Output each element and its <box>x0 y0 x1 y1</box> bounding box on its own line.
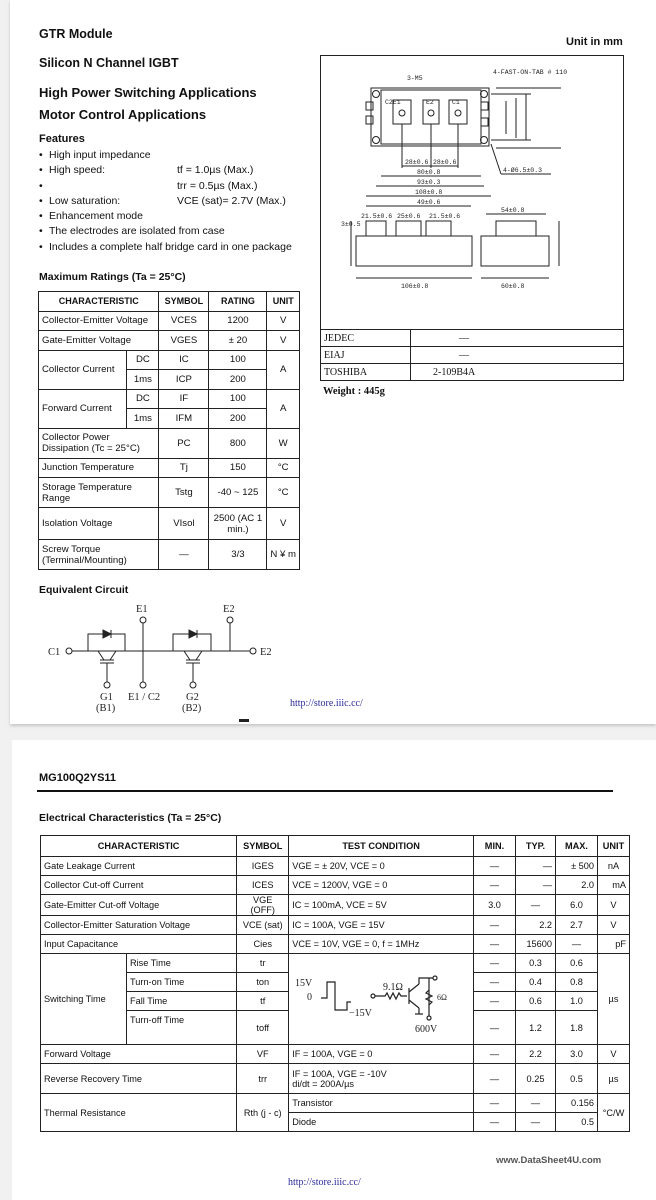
cell-typ: 0.6 <box>516 992 556 1011</box>
cell-unit: °C <box>267 478 300 508</box>
col-header: RATING <box>209 292 267 312</box>
cell-symbol: ton <box>237 973 289 992</box>
cell-rating: 2500 (AC 1 min.) <box>209 508 267 540</box>
package-outline-drawing <box>321 56 623 328</box>
condition-line: IF = 100A, VGE = -10V <box>292 1068 387 1079</box>
cell-condition: VGE = ± 20V, VCE = 0 <box>289 857 474 876</box>
standard-name: TOSHIBA <box>321 364 411 381</box>
table-row <box>39 350 300 370</box>
cell-max: 6.0 <box>556 895 598 916</box>
cell-symbol: IGES <box>237 857 289 876</box>
cell-condition: IF = 100A, VGE = 0 <box>289 1045 474 1064</box>
standard-name: JEDEC <box>321 330 411 347</box>
cell-characteristic: Gate Leakage Current <box>41 857 237 876</box>
cell-symbol: tr <box>237 954 289 973</box>
node-label-c1: C1 <box>48 647 61 658</box>
feature-item: • The electrodes are isolated from case <box>39 224 319 239</box>
equivalent-circuit-diagram <box>40 600 290 715</box>
dimension-labels <box>341 69 567 290</box>
label-dim: 3±0.5 <box>341 221 361 228</box>
part-number: MG100Q2YS11 <box>39 772 117 784</box>
cell-sub: 1ms <box>127 370 159 390</box>
cell-unit: °C/W <box>598 1094 630 1132</box>
cell-max: 0.156 <box>556 1094 598 1113</box>
cell-typ: 1.2 <box>516 1011 556 1045</box>
cell-condition: Diode <box>289 1113 474 1132</box>
cell-unit: A <box>267 350 300 389</box>
cell-min: — <box>474 1094 516 1113</box>
device-subtitle: Silicon N Channel IGBT <box>39 56 179 70</box>
standard-value: 2-109B4A <box>411 364 624 381</box>
application-2: Motor Control Applications <box>39 107 207 122</box>
standard-value: — <box>411 330 624 347</box>
cell-unit: N ¥ m <box>267 540 300 570</box>
cell-unit: V <box>598 895 630 916</box>
cell-sub: DC <box>127 389 159 409</box>
label-dim: 49±0.6 <box>417 199 441 206</box>
cell-max: 1.0 <box>556 992 598 1011</box>
cell-characteristic: Reverse Recovery Time <box>41 1064 237 1094</box>
table-row <box>39 311 300 331</box>
cell-condition: IC = 100mA, VCE = 5V <box>289 895 474 916</box>
cell-rating: 100 <box>209 350 267 370</box>
label-fast-on-tab: 4-FAST-ON-TAB # 110 <box>493 69 568 76</box>
pulse-low-label: −15V <box>349 1008 373 1019</box>
cell-symbol: VCES <box>159 311 209 331</box>
cell-max: 2.0 <box>556 876 598 895</box>
col-header: TEST CONDITION <box>289 836 474 857</box>
table-row <box>41 1094 630 1113</box>
cell-characteristic: Forward Current <box>39 389 127 428</box>
equiv-circuit-heading: Equivalent Circuit <box>39 584 129 596</box>
cell-symbol: VGE (OFF) <box>237 895 289 916</box>
cell-subcharacteristic: Rise Time <box>127 954 237 973</box>
store-link[interactable]: http://store.iiic.cc/ <box>290 698 363 709</box>
switching-test-circuit-cell <box>289 954 474 1045</box>
cell-rating: 200 <box>209 409 267 429</box>
cell-min: — <box>474 935 516 954</box>
cell-symbol: Cies <box>237 935 289 954</box>
label-dim: 28±0.6 <box>433 159 457 166</box>
label-m5: 3-M5 <box>407 75 423 82</box>
table-row <box>41 916 630 935</box>
header-rule <box>37 790 613 792</box>
cell-min: 3.0 <box>474 895 516 916</box>
cell-typ: 15600 <box>516 935 556 954</box>
module-type-title: GTR Module <box>39 27 113 41</box>
switching-test-circuit <box>289 960 469 1038</box>
features-list <box>39 148 319 255</box>
cell-min: — <box>474 1011 516 1045</box>
cell-symbol: VF <box>237 1045 289 1064</box>
cell-max: 0.5 <box>556 1113 598 1132</box>
cell-unit: nA <box>598 857 630 876</box>
col-header: TYP. <box>516 836 556 857</box>
cell-rating: 1200 <box>209 311 267 331</box>
cell-subcharacteristic: Turn-on Time <box>127 973 237 992</box>
cell-max: — <box>556 935 598 954</box>
node-label-b2: (B2) <box>182 703 202 714</box>
label-dim: 25±0.6 <box>397 213 421 220</box>
table-row <box>39 478 300 508</box>
cell-characteristic: Collector Current <box>39 350 127 389</box>
node-label-e1c2: E1 / C2 <box>128 692 161 703</box>
cell-condition: IC = 100A, VGE = 15V <box>289 916 474 935</box>
label-terminal-c1: C1 <box>452 99 460 106</box>
col-header: SYMBOL <box>159 292 209 312</box>
table-row <box>41 857 630 876</box>
features-heading: Features <box>39 133 85 145</box>
cell-characteristic: Gate-Emitter Cut-off Voltage <box>41 895 237 916</box>
table-row <box>39 331 300 351</box>
cell-characteristic: Collector-Emitter Voltage <box>39 311 159 331</box>
cell-condition: Transistor <box>289 1094 474 1113</box>
cell-min: — <box>474 916 516 935</box>
cell-rating: 3/3 <box>209 540 267 570</box>
label-terminal-c2e1: C2E1 <box>385 99 401 106</box>
label-dim: 28±0.6 <box>405 159 429 166</box>
max-ratings-table <box>38 291 300 570</box>
cell-characteristic: Thermal Resistance <box>41 1094 237 1132</box>
cell-characteristic: Collector-Emitter Saturation Voltage <box>41 916 237 935</box>
cell-min: — <box>474 954 516 973</box>
col-header: UNIT <box>267 292 300 312</box>
cell-unit: V <box>267 508 300 540</box>
cell-sub: 1ms <box>127 409 159 429</box>
cell-symbol: Tstg <box>159 478 209 508</box>
table-row <box>321 364 624 381</box>
cell-characteristic: Switching Time <box>41 954 127 1045</box>
feature-item: • High input impedance <box>39 148 319 163</box>
table-row <box>41 935 630 954</box>
node-label-g1: G1 <box>100 692 113 703</box>
cell-unit: V <box>598 1045 630 1064</box>
store-link[interactable]: http://store.iiic.cc/ <box>288 1177 361 1188</box>
feature-item: • Enhancement mode <box>39 209 319 224</box>
table-row <box>41 954 630 973</box>
cell-unit: pF <box>598 935 630 954</box>
cell-unit: °C <box>267 458 300 478</box>
col-header: SYMBOL <box>237 836 289 857</box>
cell-max: 0.6 <box>556 954 598 973</box>
cell-unit: W <box>267 428 300 458</box>
table-row <box>41 876 630 895</box>
unit-note: Unit in mm <box>566 36 623 48</box>
cell-min: — <box>474 857 516 876</box>
cell-typ: 2.2 <box>516 916 556 935</box>
cell-symbol: trr <box>237 1064 289 1094</box>
cell-unit: A <box>267 389 300 428</box>
cell-rating: ± 20 <box>209 331 267 351</box>
col-header: UNIT <box>598 836 630 857</box>
table-row <box>41 1064 630 1094</box>
gate-resistor-label: 9.1Ω <box>383 982 404 993</box>
cell-typ: — <box>516 876 556 895</box>
table-header-row <box>39 292 300 312</box>
feature-item: • High speed: tf = 1.0µs (Max.) <box>39 163 319 178</box>
application-1: High Power Switching Applications <box>39 85 257 100</box>
label-dim: 21.5±0.6 <box>429 213 461 220</box>
cell-unit: V <box>267 331 300 351</box>
cell-symbol: Tj <box>159 458 209 478</box>
table-row <box>321 347 624 364</box>
table-row <box>39 540 300 570</box>
cell-subcharacteristic: Turn-off Time <box>127 1011 237 1045</box>
label-hole: 4-Ø6.5±0.3 <box>503 167 543 174</box>
pulse-zero-label: 0 <box>307 992 313 1003</box>
cell-characteristic: Isolation Voltage <box>39 508 159 540</box>
cell-characteristic: Collector Cut-off Current <box>41 876 237 895</box>
label-dim: 54±0.8 <box>501 207 525 214</box>
cell-min: — <box>474 1064 516 1094</box>
cell-min: — <box>474 1045 516 1064</box>
cell-typ: — <box>516 857 556 876</box>
cell-condition <box>289 1064 474 1094</box>
node-label-e2-right: E2 <box>260 647 272 658</box>
cell-characteristic: Input Capacitance <box>41 935 237 954</box>
cell-condition: VCE = 10V, VGE = 0, f = 1MHz <box>289 935 474 954</box>
table-row <box>41 1045 630 1064</box>
cell-rating: 100 <box>209 389 267 409</box>
cell-typ: — <box>516 1094 556 1113</box>
cell-symbol: PC <box>159 428 209 458</box>
label-terminal-e2: E2 <box>426 99 434 106</box>
cell-unit: mA <box>598 876 630 895</box>
cell-characteristic: Gate-Emitter Voltage <box>39 331 159 351</box>
cell-unit: V <box>598 916 630 935</box>
cell-characteristic: Collector Power Dissipation (Tc = 25°C) <box>39 428 159 458</box>
package-weight: Weight : 445g <box>323 386 385 397</box>
feature-item: • Includes a complete half bridge card in one package <box>39 240 319 255</box>
cell-rating: 800 <box>209 428 267 458</box>
cell-typ: 0.3 <box>516 954 556 973</box>
cell-symbol: VCE (sat) <box>237 916 289 935</box>
cell-min: — <box>474 973 516 992</box>
table-row <box>39 458 300 478</box>
page-footer-mark <box>239 719 249 722</box>
package-standards-table <box>320 329 624 381</box>
node-label-b1: (B1) <box>96 703 116 714</box>
cell-characteristic: Junction Temperature <box>39 458 159 478</box>
label-dim: 108±0.8 <box>415 189 443 196</box>
elec-char-heading: Electrical Characteristics (Ta = 25°C) <box>39 812 222 824</box>
cell-unit: µs <box>598 1064 630 1094</box>
node-label-e1: E1 <box>136 604 148 615</box>
cell-symbol: tf <box>237 992 289 1011</box>
cell-subcharacteristic: Fall Time <box>127 992 237 1011</box>
datasheet-page-2 <box>12 740 656 1200</box>
cell-sub: DC <box>127 350 159 370</box>
cell-characteristic: Storage Temperature Range <box>39 478 159 508</box>
cell-symbol: IFM <box>159 409 209 429</box>
watermark: www.DataSheet4U.com <box>496 1155 602 1166</box>
cell-symbol: ICES <box>237 876 289 895</box>
col-header: CHARACTERISTIC <box>39 292 159 312</box>
label-dim: 80±0.8 <box>417 169 441 176</box>
cell-max: 1.8 <box>556 1011 598 1045</box>
cell-characteristic: Screw Torque (Terminal/Mounting) <box>39 540 159 570</box>
max-ratings-heading: Maximum Ratings (Ta = 25°C) <box>39 271 186 283</box>
col-header: MIN. <box>474 836 516 857</box>
cell-unit: V <box>267 311 300 331</box>
electrical-characteristics-table <box>40 835 630 1132</box>
cell-rating: -40 ~ 125 <box>209 478 267 508</box>
cell-min: — <box>474 992 516 1011</box>
cell-rating: 200 <box>209 370 267 390</box>
cell-typ: 2.2 <box>516 1045 556 1064</box>
cell-symbol: IC <box>159 350 209 370</box>
cell-symbol: VGES <box>159 331 209 351</box>
standard-value: — <box>411 347 624 364</box>
label-dim: 60±0.8 <box>501 283 525 290</box>
pulse-high-label: 15V <box>295 978 313 989</box>
table-header-row <box>41 836 630 857</box>
node-label-e2-top: E2 <box>223 604 235 615</box>
cell-symbol: — <box>159 540 209 570</box>
table-row <box>321 330 624 347</box>
cell-typ: — <box>516 895 556 916</box>
cell-typ: — <box>516 1113 556 1132</box>
table-row <box>39 428 300 458</box>
table-row <box>39 389 300 409</box>
cell-symbol: Rth (j - c) <box>237 1094 289 1132</box>
cell-min: — <box>474 876 516 895</box>
col-header: MAX. <box>556 836 598 857</box>
feature-item: • Low saturation: VCE (sat)= 2.7V (Max.) <box>39 194 319 209</box>
cell-typ: 0.4 <box>516 973 556 992</box>
table-row <box>41 895 630 916</box>
cell-max: 2.7 <box>556 916 598 935</box>
cell-rating: 150 <box>209 458 267 478</box>
cell-symbol: ICP <box>159 370 209 390</box>
node-label-g2: G2 <box>186 692 199 703</box>
cell-symbol: VIsol <box>159 508 209 540</box>
cell-min: — <box>474 1113 516 1132</box>
cell-characteristic: Forward Voltage <box>41 1045 237 1064</box>
feature-item-cont: • trr = 0.5µs (Max.) <box>39 179 319 194</box>
cell-condition: VCE = 1200V, VGE = 0 <box>289 876 474 895</box>
label-dim: 106±0.8 <box>401 283 429 290</box>
cell-unit: µs <box>598 954 630 1045</box>
cell-typ: 0.25 <box>516 1064 556 1094</box>
cell-max: 0.5 <box>556 1064 598 1094</box>
standard-name: EIAJ <box>321 347 411 364</box>
load-resistor-label: 6Ω <box>437 993 448 1002</box>
label-dim: 21.5±0.6 <box>361 213 393 220</box>
cell-symbol: toff <box>237 1011 289 1045</box>
supply-voltage-label: 600V <box>415 1024 438 1035</box>
col-header: CHARACTERISTIC <box>41 836 237 857</box>
cell-max: 0.8 <box>556 973 598 992</box>
cell-max: 3.0 <box>556 1045 598 1064</box>
table-row <box>39 508 300 540</box>
label-dim: 93±0.3 <box>417 179 441 186</box>
condition-line: di/dt = 200A/µs <box>292 1078 354 1089</box>
cell-symbol: IF <box>159 389 209 409</box>
datasheet-page-1 <box>10 0 656 724</box>
cell-max: ± 500 <box>556 857 598 876</box>
